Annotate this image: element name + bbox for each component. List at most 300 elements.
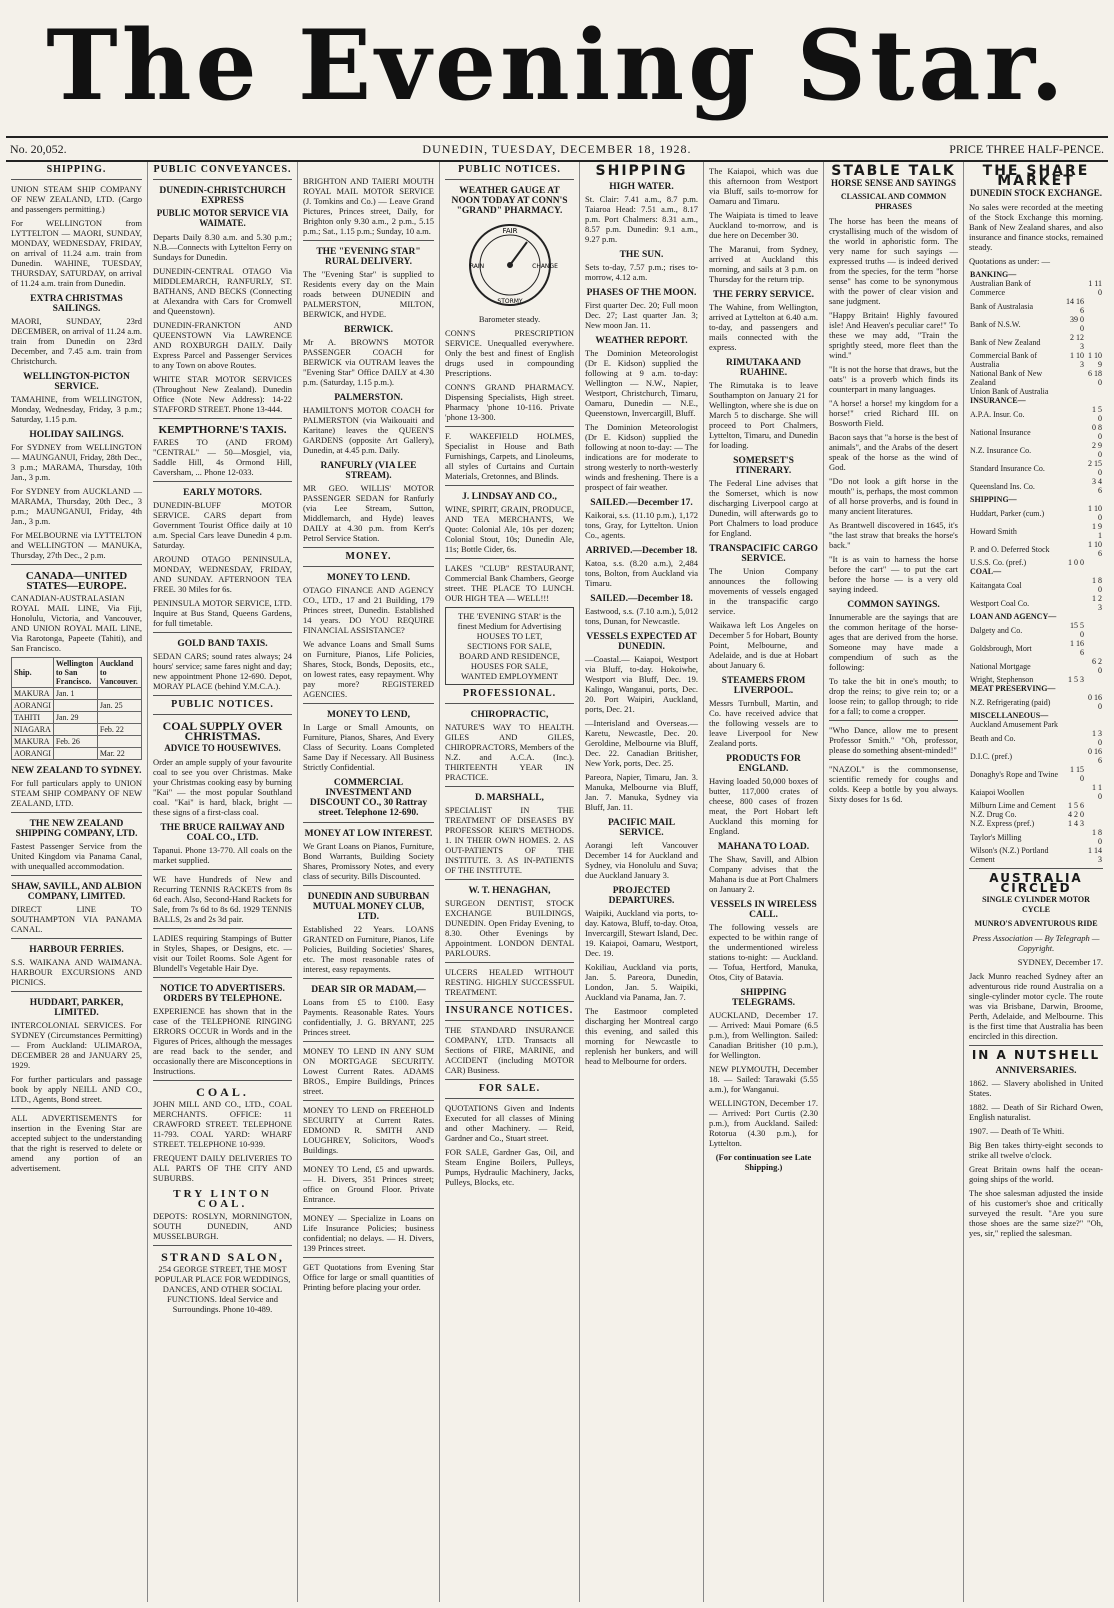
share-sell: 1 1 0 bbox=[1092, 783, 1102, 801]
share-row bbox=[969, 396, 1103, 405]
share-row bbox=[969, 423, 1103, 441]
ad-heading: COAL. bbox=[196, 1085, 249, 1099]
ad-heading: THE FERRY SERVICE. bbox=[712, 290, 815, 300]
share-row bbox=[969, 846, 1103, 864]
share-row bbox=[969, 747, 1103, 765]
ad-heading: PRODUCTS FOR ENGLAND. bbox=[726, 754, 801, 774]
share-name: BANKING— bbox=[970, 270, 1017, 279]
share-sell bbox=[1085, 684, 1103, 693]
column-rural-money bbox=[298, 162, 440, 1602]
share-row bbox=[969, 594, 1103, 612]
article-text: The Union Company announces the following movements of vessels engaged in the transpacific cargo service. bbox=[709, 566, 818, 616]
share-buy: 1 16 6 bbox=[1070, 639, 1085, 657]
share-row bbox=[969, 612, 1103, 621]
article-subtitle: SINGLE CYLINDER MOTOR CYCLE bbox=[982, 895, 1090, 914]
dial-label-left: RAIN bbox=[469, 263, 484, 270]
article-title: THE SHARE MARKET bbox=[982, 163, 1090, 189]
share-buy bbox=[1064, 441, 1085, 459]
share-buy bbox=[1064, 612, 1085, 621]
article-text: Press Association — By Telegraph — Copyright. bbox=[972, 933, 1100, 953]
share-row bbox=[969, 369, 1103, 387]
section-title: SHIPPING bbox=[595, 163, 688, 179]
ad-heading: DUNEDIN-CHRISTCHURCH EXPRESS bbox=[159, 186, 286, 206]
section-heading: PUBLIC CONVEYANCES. bbox=[153, 164, 292, 175]
share-sell bbox=[1085, 558, 1103, 567]
share-sell bbox=[1085, 639, 1103, 657]
share-sell: 1 10 6 bbox=[1088, 540, 1102, 558]
share-buy bbox=[1064, 405, 1085, 423]
ad-heading: COAL SUPPLY OVER CHRISTMAS. bbox=[162, 719, 283, 743]
article-subtitle: HORSE SENSE AND SAYINGS bbox=[831, 178, 956, 188]
share-name: Howard Smith bbox=[970, 526, 1017, 536]
column-shipping-continued bbox=[704, 162, 824, 1602]
share-sell bbox=[1085, 315, 1103, 333]
table-header: Auckland to Vancouver. bbox=[97, 658, 141, 688]
article-text: WELLINGTON, December 17. — Arrived: Port Curtis (2.30 p.m.), from Auckland. Sailed: Rotorua (4.30 p.m.), for Lyttelton. bbox=[709, 1098, 818, 1148]
ad-text: Departs Daily 8.30 a.m. and 5.30 p.m.; N.B.—Connects with Lyttelton Ferry on Sundays for Dunedin. bbox=[153, 232, 292, 262]
article-subtitle: MUNRO'S ADVENTUROUS RIDE bbox=[974, 919, 1098, 928]
article-text: Quotations as under: — bbox=[969, 256, 1050, 266]
article-text: "Do not look a gift horse in the mouth" is, perhaps, the most common of all horse proverbs, and is found in many ancient literatures. bbox=[829, 476, 958, 516]
ad-heading: SHIPPING TELEGRAMS. bbox=[731, 988, 796, 1008]
share-buy bbox=[1064, 270, 1085, 279]
share-row bbox=[969, 387, 1103, 396]
share-row bbox=[969, 333, 1103, 351]
share-sell bbox=[1085, 333, 1103, 351]
dial-label-bottom: STORMY bbox=[496, 298, 523, 305]
ad-text: BRIGHTON AND TAIERI MOUTH ROYAL MAIL MOTOR SERVICE (J. Tomkins and Co.) — Leave Grand Pictures, Princes street, Daily, for Brighton only 9.30 a.m., 2 p.m., 5.15 p.m.; Sat., 1.15 p.m.; Sunday, 10 a.m. bbox=[303, 176, 434, 236]
share-row bbox=[969, 522, 1103, 540]
issue-number: No. 20,052. bbox=[10, 142, 67, 156]
share-sell bbox=[1085, 495, 1103, 504]
table-row: AORANGI Mar. 22 bbox=[12, 748, 142, 760]
share-buy: 39 0 0 bbox=[1070, 315, 1085, 333]
box-line: BOARD AND RESIDENCE, bbox=[459, 651, 560, 661]
share-buy bbox=[1064, 828, 1085, 846]
share-buy bbox=[1064, 495, 1085, 504]
share-buy: 15 5 0 bbox=[1070, 621, 1085, 639]
share-sell bbox=[1085, 720, 1103, 729]
article-title: STABLE TALK bbox=[831, 163, 956, 179]
share-sell bbox=[1085, 270, 1103, 279]
ad-heading: STRAND SALON, bbox=[161, 1250, 284, 1264]
table-row: AORANGI Jan. 25 bbox=[12, 700, 142, 712]
article-text: Big Ben takes thirty-eight seconds to strike all twelve o'clock. bbox=[969, 1140, 1103, 1160]
ad-heading: NOTICE TO ADVERTISERS. ORDERS BY TELEPHONE. bbox=[160, 984, 285, 1004]
share-name: Queensland Ins. Co. bbox=[970, 481, 1035, 491]
ad-subheading: PUBLIC MOTOR SERVICE VIA WAIMATE. bbox=[156, 208, 289, 228]
share-sell: 1 8 0 bbox=[1092, 576, 1102, 594]
box-line: HOUSES FOR SALE, bbox=[470, 661, 549, 671]
share-name: N.Z. Express (pref.) bbox=[970, 819, 1035, 828]
share-name: Australian Bank of Commerce bbox=[970, 279, 1031, 297]
share-buy: 1 5 6 bbox=[1068, 801, 1085, 810]
ad-text: TAMAHINE, from WELLINGTON, Monday, Wednesday, Friday, 3 p.m.; Saturday, 1.15 p.m. bbox=[11, 394, 142, 424]
ad-text: We Grant Loans on Pianos, Furniture, Bond Warrants, Building Society Shares, Promissory Notes, and every class of security. Bills Discounted. bbox=[303, 841, 434, 881]
article-text: Innumerable are the sayings that are the common heritage of the horse-ages that are derived from the horse. Someone may have made a compendium of such as the following: bbox=[829, 612, 958, 672]
ad-heading: CANADA—UNITED STATES—EUROPE. bbox=[25, 570, 128, 592]
share-buy: 1 15 0 bbox=[1070, 765, 1085, 783]
share-row bbox=[969, 819, 1103, 828]
share-buy bbox=[1064, 576, 1085, 594]
ad-text: Mr A. BROWN'S MOTOR PASSENGER COACH for BERWICK via OUTRAM leaves the "Evening Star" Office DAILY at 4.30 p.m. (Saturday, 1.15 p.m.). bbox=[303, 337, 434, 387]
article-text: No sales were recorded at the meeting of the Stock Exchange this morning. Bank of New Zealand shares, and also insurance and finance stocks, remained steady. bbox=[969, 202, 1103, 252]
ad-text: Tapanui. Phone 13-770. All coals on the market supplied. bbox=[153, 845, 292, 865]
share-row bbox=[969, 729, 1103, 747]
share-buy: 1 4 3 bbox=[1068, 819, 1085, 828]
share-sell: 1 9 1 bbox=[1092, 522, 1102, 540]
ad-heading: MONEY TO LEND. bbox=[327, 573, 410, 583]
article-text: AUCKLAND, December 17. — Arrived: Maui Pomare (6.5 p.m.), from Wellington. Sailed: Canadian Britisher (10 p.m.), for Wellington. bbox=[709, 1010, 818, 1060]
columns bbox=[6, 162, 1108, 1602]
share-sell: 1 5 0 bbox=[1092, 405, 1102, 423]
ad-heading: SAILED.—December 17. bbox=[590, 498, 693, 508]
article-heading: COMMON SAYINGS. bbox=[847, 600, 940, 610]
share-row bbox=[969, 459, 1103, 477]
share-buy bbox=[1064, 459, 1085, 477]
barometer-dial-icon bbox=[465, 220, 558, 310]
ad-heading: COMMERCIAL INVESTMENT AND DISCOUNT CO., 30 Rattray street. Telephone 12-690. bbox=[309, 778, 428, 818]
ad-heading: BERWICK. bbox=[343, 325, 394, 335]
share-buy bbox=[1064, 684, 1085, 693]
share-buy: 1 5 3 bbox=[1068, 675, 1085, 684]
share-table bbox=[969, 270, 1103, 864]
article-text: NEW PLYMOUTH, December 18. — Sailed: Tarawaki (5.55 a.m.), for Wanganui. bbox=[709, 1064, 818, 1094]
share-buy: 1 0 0 bbox=[1068, 558, 1085, 567]
article-text: "It is not the horse that draws, but the oats" is a proverb which finds its counterpart in many languages. bbox=[829, 364, 958, 394]
column-share-market bbox=[964, 162, 1108, 1602]
ad-text: SEDAN CARS; sound rates always; 24 hours' service; same fares night and day; new appointment Phone 12-690. Depot, MORAY PLACE (behind Y.M.C.A.). bbox=[153, 651, 292, 691]
article-text: Kaikorai, s.s. (11.10 p.m.), 1,172 tons, Gray, for Lyttelton. Union Co., agents. bbox=[585, 510, 698, 540]
share-buy bbox=[1064, 522, 1085, 540]
share-buy bbox=[1064, 693, 1085, 711]
share-name: Huddart, Parker (cum.) bbox=[970, 508, 1045, 518]
box-line: HOUSES TO LET, bbox=[476, 631, 543, 641]
article-text: —Interisland and Overseas.— Karetu, Newcastle, Dec. 20. Geroldine, Melbourne via Bluff, Dec. 22. Canadian Britisher, New York, ports, Dec. 25. bbox=[585, 718, 698, 768]
share-sell bbox=[1085, 396, 1103, 405]
ad-heading: WELLINGTON-PICTON SERVICE. bbox=[23, 372, 130, 392]
share-name: Wilson's (N.Z.) Portland Cement bbox=[970, 846, 1049, 864]
article-text: Bacon says that "a horse is the best of animals", and the Arabs of the desert speak of the horse as the wind of God. bbox=[829, 432, 958, 472]
ad-text: The "Evening Star" is supplied to Residents every day on the Main roads between DUNEDIN and PALMERSTON, MILTON, BERWICK, and HYDE. bbox=[303, 269, 434, 319]
ad-text: DUNEDIN-FRANKTON AND QUEENSTOWN Via LAWRENCE AND ROXBURGH DAILY. Daily Express Parcel and Passenger Services to any Town on above Routes. bbox=[153, 320, 292, 370]
ad-heading: HIGH WATER. bbox=[609, 182, 674, 192]
share-sell bbox=[1085, 801, 1103, 810]
article-text: The Wahine, from Wellington, arrived at Lyttelton at 6.40 a.m. to-day, and passengers and mails connected with the express. bbox=[709, 302, 818, 352]
ad-text: WINE, SPIRIT, GRAIN, PRODUCE, AND TEA MERCHANTS, We Quote: Colonial Ale, 10s per dozen; Colonial Stout, 10s; Dunedin Ale, 11s; Bottle Cider, 6s. bbox=[445, 504, 574, 554]
ad-heading: DEAR SIR OR MADAM,— bbox=[311, 985, 426, 995]
ad-heading: D. MARSHALL, bbox=[475, 793, 544, 803]
share-sell bbox=[1085, 765, 1103, 783]
share-name: A.P.A. Insur. Co. bbox=[970, 409, 1025, 419]
ad-text: DUNEDIN-CENTRAL OTAGO Via MIDDLEMARCH, RANFURLY, ST. BATHANS, AND BECKS (Connecting at Alexandra with Cars for Cromwell and Queenstown). bbox=[153, 266, 292, 316]
share-buy bbox=[1064, 783, 1085, 801]
ad-heading: TRY LINTON COAL. bbox=[173, 1188, 272, 1210]
column-shipping bbox=[6, 162, 148, 1602]
table-row: NIAGARA Feb. 22 bbox=[12, 724, 142, 736]
ad-heading: DUNEDIN AND SUBURBAN MUTUAL MONEY CLUB, LTD. bbox=[307, 892, 430, 922]
share-name: National Bank of New Zealand bbox=[970, 369, 1043, 387]
share-name: N.Z. Refrigerating (paid) bbox=[970, 697, 1051, 707]
ad-text: MR GEO. WILLIS' MOTOR PASSENGER SEDAN for Ranfurly (via Lee Stream, Sutton, Middlemarch, and Hyde) leaves DAILY at 4.30 p.m. from Kerr's Petrol Service Station. bbox=[303, 483, 434, 543]
box-line: THE 'EVENING STAR' is the finest Medium for Advertising bbox=[457, 611, 562, 631]
article-title: IN A NUTSHELL bbox=[971, 1048, 1101, 1062]
section-heading: MONEY. bbox=[345, 551, 392, 562]
issue-price: PRICE THREE HALF-PENCE. bbox=[949, 142, 1104, 156]
share-name: National Mortgage bbox=[970, 661, 1031, 671]
table-header: Ship. bbox=[12, 658, 54, 688]
share-name: Goldsbrough, Mort bbox=[970, 643, 1032, 653]
share-name: COAL— bbox=[970, 567, 1002, 576]
share-row bbox=[969, 828, 1103, 846]
share-row bbox=[969, 504, 1103, 522]
article-text: Messrs Turnbull, Martin, and Co. have received advice that the following vessels are to leave Liverpool for New Zealand ports. bbox=[709, 698, 818, 748]
share-sell: 6 2 0 bbox=[1092, 657, 1102, 675]
share-name: Westport Coal Co. bbox=[970, 598, 1030, 608]
share-row bbox=[969, 675, 1103, 684]
share-buy bbox=[1064, 477, 1085, 495]
dateline bbox=[6, 136, 1108, 162]
article-text: —Coastal.— Kaiapoi, Westport via Bluff, to-day. Hokoiwhe, Westport via Bluff, Dec. 19. Kalingo, Wanganui, ports, Dec. 20. Port Waipiri, Auckland, ports, Dec. 21. bbox=[585, 654, 698, 714]
article-text: Great Britain owns half the ocean-going ships of the world. bbox=[969, 1164, 1103, 1184]
share-row bbox=[969, 495, 1103, 504]
ad-heading: RANFURLY (VIA LEE STREAM). bbox=[320, 461, 417, 481]
ad-text: AROUND OTAGO PENINSULA, MONDAY, WEDNESDAY, FRIDAY, AND SUNDAY. AFTERNOON TEA FREE. 30 Miles for 6s. bbox=[153, 554, 292, 594]
article-text: Pareora, Napier, Timaru, Jan. 3. Manuka, Melbourne via Bluff, Jan. 7. Manuka, Sydney via Bluff, Jan. 11. bbox=[585, 772, 698, 812]
share-name: National Insurance bbox=[970, 427, 1031, 437]
share-buy bbox=[1064, 657, 1085, 675]
share-buy bbox=[1064, 711, 1085, 720]
section-heading: PROFESSIONAL. bbox=[462, 688, 557, 699]
share-name: U.S.S. Co. (pref.) bbox=[970, 558, 1027, 567]
share-buy bbox=[1064, 720, 1085, 729]
share-name: Bank of Australasia bbox=[970, 301, 1034, 311]
ad-text: ALL ADVERTISEMENTS for insertion in the Evening Star are accepted subject to the understanding that the right is reserved to delete or amend any portion of an advertisement. bbox=[11, 1113, 142, 1173]
share-name: Union Bank of Australia bbox=[970, 387, 1049, 396]
ad-text: For full particulars apply to UNION STEAM SHIP COMPANY OF NEW ZEALAND, LTD. bbox=[11, 778, 142, 808]
column-public-notices bbox=[440, 162, 580, 1602]
ad-heading: ARRIVED.—December 18. bbox=[585, 546, 698, 556]
article-text: First quarter Dec. 20; Full moon Dec. 27; Last quarter Jan. 3; New moon Jan. 11. bbox=[585, 300, 698, 330]
ad-text: THE STANDARD INSURANCE COMPANY, LTD. Transacts all Sections of FIRE, MARINE, and ACCIDENT (including MOTOR CAR) Business. bbox=[445, 1025, 574, 1075]
issue-date: DUNEDIN, TUESDAY, DECEMBER 18, 1928. bbox=[422, 142, 692, 156]
share-name: Kaitangata Coal bbox=[970, 580, 1022, 590]
share-name: N.Z. Drug Co. bbox=[970, 810, 1017, 819]
table-row: MAKURA Jan. 1 bbox=[12, 688, 142, 700]
article-text: 1907. — Death of Te Whiti. bbox=[969, 1126, 1065, 1136]
share-sell: 1 2 3 bbox=[1092, 594, 1102, 612]
share-buy bbox=[1064, 279, 1085, 297]
share-name: SHIPPING— bbox=[970, 495, 1017, 504]
ad-text: ULCERS HEALED WITHOUT RESTING. HIGHLY SUCCESSFUL TREATMENT. bbox=[445, 967, 574, 997]
share-row bbox=[969, 783, 1103, 801]
share-row bbox=[969, 576, 1103, 594]
ad-text: JOHN MILL AND CO., LTD., COAL MERCHANTS. OFFICE: 11 CRAWFORD STREET. TELEPHONE 11-793. COAL YARD: WHARF STREET. TELEPHONE 10-939. bbox=[153, 1099, 292, 1149]
ad-text: Established 22 Years. LOANS GRANTED on Furniture, Pianos, Life Policies, Building Societies' Shares, etc. The most reasonable rates of interest, easy repayments. bbox=[303, 924, 434, 974]
share-name: Milburn Lime and Cement bbox=[970, 801, 1056, 810]
ad-heading: PHASES OF THE MOON. bbox=[586, 288, 697, 298]
ad-heading: CHIROPRACTIC, bbox=[470, 710, 549, 720]
share-sell: 1 3 0 bbox=[1092, 729, 1102, 747]
dial-label-right: CHANGE bbox=[531, 263, 558, 270]
share-name: Commercial Bank of Australia bbox=[970, 351, 1038, 369]
ad-text: DEPOTS: ROSLYN, MORNINGTON, SOUTH DUNEDIN, AND MUSSELBURGH. bbox=[153, 1211, 292, 1241]
article-text: 1882. — Death of Sir Richard Owen, English naturalist. bbox=[969, 1102, 1103, 1122]
share-buy bbox=[1064, 846, 1085, 864]
share-name: N.Z. Insurance Co. bbox=[970, 445, 1032, 455]
article-text: The Dominion Meteorologist (Dr E. Kidson) supplied the following at 9 a.m. to-day: Wellington — N.W., Napier, Westport, Christchurch, Timaru, Oamaru, Dunedin — N.E., Queenstown, Invercargill, Bluff. bbox=[585, 348, 698, 418]
article-text: Having loaded 50,000 boxes of butter, 117,000 crates of cheese, 800 cases of frozen meat, the Port Hobart left Auckland this morning for England. bbox=[709, 776, 818, 836]
article-title: AUSTRALIA CIRCLED bbox=[989, 871, 1083, 895]
article-subtitle: CLASSICAL AND COMMON PHRASES bbox=[840, 192, 947, 211]
share-name: Taylor's Milling bbox=[970, 832, 1022, 842]
article-text: "It is as vain to harness the horse before the cart" — to put the cart before the horse — is a very old saying indeed. bbox=[829, 554, 958, 594]
ad-heading: SHAW, SAVILL, AND ALBION COMPANY, LIMITED. bbox=[11, 882, 142, 902]
share-buy bbox=[1064, 369, 1085, 387]
ad-text: MAORI, SUNDAY, 23rd DECEMBER, on arrival of 11.24 a.m. train from Dunedin on 23rd December, and 7.45 a.m. train from Christchurch. bbox=[11, 316, 142, 366]
share-row bbox=[969, 684, 1103, 693]
article-text: Katoa, s.s. (8.20 a.m.), 2,484 tons, Bolton, from Auckland via Timaru. bbox=[585, 558, 698, 588]
share-row bbox=[969, 621, 1103, 639]
article-text: The Rimutaka is to leave Southampton on January 21 for Wellington, where she is due on March 5 to discharge. She will proceed to Port Chalmers, Lyttelton, Timaru, and Dunedin for loading. bbox=[709, 380, 818, 450]
share-row bbox=[969, 810, 1103, 819]
article-text: The Maranui, from Sydney, arrived at Auckland this morning, and sails at 3 p.m. on Thursday for the return trip. bbox=[709, 244, 818, 284]
share-name: Bank of N.S.W. bbox=[970, 319, 1021, 329]
ad-text: FARES TO (AND FROM) "CENTRAL" — 50—Mosgiel, via, Saddle Hill, 4s Ormond Hill, Caversham, ... Phone 12-033. bbox=[153, 437, 292, 477]
masthead-title: The Evening Star. bbox=[46, 9, 1068, 122]
ad-heading: VESSELS IN WIRELESS CALL. bbox=[710, 900, 817, 920]
ad-text: In Large or Small Amounts, on Furniture, Pianos, Shares, And Every Class of Security. Loans Completed Same Day if Necessary. All Business Strictly Confidential. bbox=[303, 722, 434, 772]
article-text: The Federal Line advises that the Somerset, which is now discharging Liverpool cargo at Dunedin, will afterwards go to Port Chalmers to load produce for England. bbox=[709, 478, 818, 538]
article-text: "A horse! a horse! my kingdom for a horse!" cried Richard III. on Bosworth Field. bbox=[829, 398, 958, 428]
share-buy bbox=[1064, 504, 1085, 522]
share-row bbox=[969, 315, 1103, 333]
share-row bbox=[969, 657, 1103, 675]
ad-text: INTERCOLONIAL SERVICES. For SYDNEY (Circumstances Permitting) — From Auckland: ULIMAROA, DECEMBER 28 and JANUARY 25, 1929. bbox=[11, 1020, 142, 1070]
article-text: Jack Munro reached Sydney after an adventurous ride round Australia on a single-cylinder motor cycle. The route was via Brisbane, Darwin, Broome, Perth, Adelaide, and Melbourne. This is the first time that Australia has been encircled in this direction. bbox=[969, 971, 1103, 1041]
share-sell: 0 16 6 bbox=[1088, 747, 1102, 765]
share-buy: 1 10 3 bbox=[1070, 351, 1085, 369]
share-buy bbox=[1064, 540, 1085, 558]
share-sell bbox=[1085, 297, 1103, 315]
ad-text: GET Quotations from Evening Star Office for large or small quantities of Printing before placing your order. bbox=[303, 1262, 434, 1292]
ad-text: FREQUENT DAILY DELIVERIES TO ALL PARTS OF THE CITY AND SUBURBS. bbox=[153, 1153, 292, 1183]
ad-heading: RIMUTAKA AND RUAHINE. bbox=[725, 358, 802, 378]
section-heading: PUBLIC NOTICES. bbox=[171, 699, 274, 710]
share-sell: 1 8 0 bbox=[1092, 828, 1102, 846]
share-name: Auckland Amusement Park bbox=[970, 720, 1058, 729]
article-text: SYDNEY, December 17. bbox=[1017, 957, 1103, 967]
ad-heading: W. T. HENAGHAN, bbox=[468, 886, 551, 896]
ad-text: For SYDNEY from AUCKLAND — MARAMA, Thursday, 20th Dec., 3 p.m.; MAUNGANUI, Friday, 4th Jan., 3 p.m. bbox=[11, 486, 142, 526]
ad-text: HAMILTON'S MOTOR COACH for PALMERSTON (via Waikouaiti and Karitane) leaves the QUEEN'S GARDENS (opposite Art Gallery), Dunedin, at 4.45 p.m. Daily. bbox=[303, 405, 434, 455]
share-row bbox=[969, 441, 1103, 459]
share-buy: 2 12 3 bbox=[1070, 333, 1085, 351]
ad-text: F. WAKEFIELD HOLMES, Specialist in House and Bath Furnishings, Carpets, and Linoleums, all styles of Curtains and Curtain Materials, Cretonnes, and Blinds. bbox=[445, 431, 574, 481]
share-name: Beath and Co. bbox=[970, 733, 1016, 743]
sailing-table bbox=[11, 657, 142, 760]
ad-text: For further particulars and passage book by apply NEILL AND CO., LTD., Agents, Bond street. bbox=[11, 1074, 142, 1104]
ad-heading: NEW ZEALAND TO SYDNEY. bbox=[11, 766, 142, 776]
share-name: D.I.C. (pref.) bbox=[970, 751, 1012, 761]
ad-heading: EXTRA CHRISTMAS SAILINGS. bbox=[30, 294, 123, 314]
section-heading: INSURANCE NOTICES. bbox=[445, 1005, 574, 1016]
article-heading: ANNIVERSARIES. bbox=[995, 1066, 1077, 1076]
share-name: P. and O. Deferred Stock bbox=[970, 544, 1050, 554]
article-subtitle: DUNEDIN STOCK EXCHANGE. bbox=[969, 188, 1103, 198]
share-name: Standard Insurance Co. bbox=[970, 463, 1045, 473]
share-row bbox=[969, 405, 1103, 423]
article-text: The Shaw, Savill, and Albion Company advises that the Mahana is due at Port Chalmers on January 2. bbox=[709, 854, 818, 894]
ad-text: S.S. WAIKANA AND WAIMANA. HARBOUR EXCURSIONS AND PICNICS. bbox=[11, 957, 142, 987]
share-name: INSURANCE— bbox=[970, 396, 1026, 405]
ad-heading: SOMERSET'S ITINERARY. bbox=[733, 456, 794, 476]
ad-heading: VESSELS EXPECTED AT DUNEDIN. bbox=[586, 632, 697, 652]
share-buy bbox=[1064, 747, 1085, 765]
box-line: WANTED EMPLOYMENT bbox=[460, 671, 559, 681]
share-sell: 2 9 0 bbox=[1092, 441, 1102, 459]
ad-text: For MELBOURNE via LYTTELTON and WELLINGTON — MANUKA, Thursday, 27th Dec., 2 p.m. bbox=[11, 530, 142, 560]
ad-subheading: ADVICE TO HOUSEWIVES. bbox=[164, 743, 281, 753]
article-text: Eastwood, s.s. (7.10 a.m.), 5,012 tons, Dunan, for Newcastle. bbox=[585, 606, 698, 626]
ad-text: CONN'S PRESCRIPTION SERVICE. Unequalled everywhere. Only the best and finest of English drugs used in compounding Prescriptions. bbox=[445, 328, 574, 378]
share-buy bbox=[1064, 594, 1085, 612]
ad-heading: STEAMERS FROM LIVERPOOL. bbox=[721, 676, 806, 696]
share-row bbox=[969, 801, 1103, 810]
share-buy bbox=[1064, 567, 1085, 576]
ad-text: SPECIALIST IN THE TREATMENT OF DISEASES BY PROFESSOR KEIR'S METHODS. 1. IN THEIR OWN HOMES. 2. AS OUT-PATIENTS OF THE INSTITUTE. 3. AS IN-PATIENTS OF THE INSTITUTE. bbox=[445, 805, 574, 875]
share-sell: 0 16 0 bbox=[1088, 693, 1102, 711]
article-text: The horse has been the means of crystallising much of the wisdom of the world in aphoristic form. The very name for such sayings — expressed truths — is indeed derived from the species, for the term "horse sense" has come to be synonymous with the power of clear vision and sane judgment. bbox=[829, 216, 958, 306]
share-name: Dalgety and Co. bbox=[970, 625, 1023, 635]
ad-heading: WEATHER GAUGE AT NOON TODAY AT CONN'S "GRAND" PHARMACY. bbox=[451, 186, 568, 216]
share-name: MEAT PRESERVING— bbox=[970, 684, 1056, 693]
ad-text: EXPERIENCE has shown that in the case of the TELEPHONE RINGING ERRORS OCCUR in Words and in the Figures of Prices, although the messages are read back to the sender, and occasionally there are Misconceptions in Instructions. bbox=[153, 1006, 292, 1076]
ad-heading: J. LINDSAY AND CO., bbox=[462, 492, 557, 502]
share-sell: 6 18 0 bbox=[1088, 369, 1102, 387]
share-sell bbox=[1085, 819, 1103, 828]
article-text: The Kaiapoi, which was due this afternoon from Westport via Bluff, sails to-morrow for Oamaru and Timaru. bbox=[709, 166, 818, 206]
ad-heading: WEATHER REPORT. bbox=[595, 336, 688, 346]
article-text: As Brantwell discovered in 1645, it's "the last straw that breaks the horse's back." bbox=[829, 520, 958, 550]
share-sell bbox=[1085, 711, 1103, 720]
ad-heading: HUDDART, PARKER, LIMITED. bbox=[29, 998, 124, 1018]
masthead bbox=[0, 0, 1114, 132]
share-name: Donaghy's Rope and Twine bbox=[970, 769, 1059, 779]
ad-text: SURGEON DENTIST, STOCK EXCHANGE BUILDINGS, DUNEDIN. Open Friday Evening, to 8.30. Other Evenings by Appointment. LONDON DENTAL PARLOURS. bbox=[445, 898, 574, 958]
share-row bbox=[969, 279, 1103, 297]
ad-text: We advance Loans and Small Sums on Furniture, Pianos, Life Policies, Shares, Stock, Bonds, Deposits, etc., on lowest rates, easy repayment. Why pay more? REGISTERED AGENCIES. bbox=[303, 639, 434, 699]
share-name: MISCELLANEOUS— bbox=[970, 711, 1049, 720]
article-text: "Who Dance, allow me to present Professor Smith." "Oh, professor, please do something absent-minded!" bbox=[829, 725, 958, 755]
article-text: Sets to-day, 7.57 p.m.; rises to-morrow, 4.12 a.m. bbox=[585, 262, 698, 282]
share-sell: 0 8 0 bbox=[1092, 423, 1102, 441]
share-row bbox=[969, 270, 1103, 279]
ad-heading: THE BRUCE RAILWAY AND COAL CO., LTD. bbox=[160, 823, 285, 843]
continuation-note: (For continuation see Late Shipping.) bbox=[715, 1152, 812, 1172]
article-text: Waikawa left Los Angeles on December 5 for Hobart, Bounty Point, Melbourne, and Adelaide, and is due at Hobart about January 6. bbox=[709, 620, 818, 670]
ad-text: For SYDNEY from WELLINGTON — MAUNGANUI, Friday, 28th Dec., 3 p.m.; MARAMA, Thursday, 10th Jan., 3 p.m. bbox=[11, 442, 142, 482]
share-buy: 14 16 6 bbox=[1066, 297, 1085, 315]
article-text: To take the bit in one's mouth; to drop the reins; to give rein to; or a loose rein; to gallop through; to ride for a fall; to come a cropper. bbox=[829, 676, 958, 716]
article-text: The Eastmoor completed discharging her Montreal cargo this evening, and sailed this morning for Newcastle to replenish her bunkers, and will head to Melbourne for orders. bbox=[585, 1006, 698, 1066]
ad-heading: HOLIDAY SAILINGS. bbox=[29, 430, 124, 440]
share-buy bbox=[1064, 387, 1085, 396]
ad-heading: THE NEW ZEALAND SHIPPING COMPANY, LTD. bbox=[15, 819, 138, 839]
ad-text: CANADIAN-AUSTRALASIAN ROYAL MAIL LINE, Via Fiji, Honolulu, Victoria, and Vancouver, AND UNION ROYAL MAIL LINE, Via Rarotonga, Papeete (Tahiti), and San Francisco. bbox=[11, 593, 142, 653]
share-row bbox=[969, 720, 1103, 729]
table-row: MAKURA Feb. 26 bbox=[12, 736, 142, 748]
